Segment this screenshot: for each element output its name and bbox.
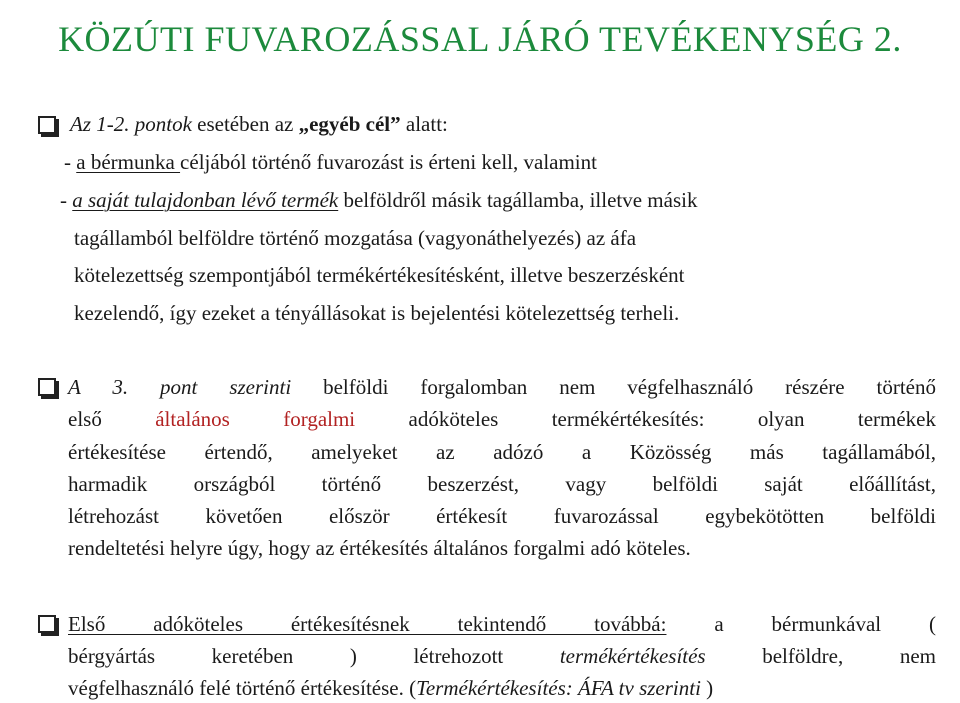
sajat-termek-term: a saját tulajdonban lévő termék: [72, 188, 339, 212]
altalanos-forgalmi-label: általános forgalmi: [155, 407, 356, 431]
slide-title: KÖZÚTI FUVAROZÁSSAL JÁRÓ TEVÉKENYSÉG 2.: [58, 19, 902, 59]
pontok-label: 1-2. pontok: [96, 112, 192, 136]
afa-tv-reference: Termékértékesítés: ÁFA tv szerinti: [416, 676, 701, 700]
az-label: Az: [70, 112, 97, 136]
block3-line1: Első adóköteles értékesítésnek tekintendő továbbá: a bérmunkával (: [68, 612, 936, 636]
block1-line1: Az 1-2. pontok esetében az „egyéb cél” alatt:: [70, 112, 448, 136]
block2-line4: harmadik országból történő beszerzést, vagy belföldi saját előállítást,: [68, 472, 936, 496]
block2-line6: rendeltetési helyre úgy, hogy az értékesítés általános forgalmi adó köteles.: [68, 536, 691, 560]
block1-line4: tagállamból belföldre történő mozgatása (vagyonáthelyezés) az áfa: [74, 226, 637, 250]
elso-adokoteles-heading: Első adóköteles értékesítésnek tekintendő továbbá:: [68, 612, 667, 636]
checkbox-bullet-icon: [38, 378, 56, 396]
block3-line3: végfelhasználó felé történő értékesítése. (Termékértékesítés: ÁFA tv szerinti ): [68, 676, 714, 700]
block2-line5: létrehozást követően először értékesít fuvarozással egybekötötten belföldi: [68, 504, 936, 528]
block2-line2: első általános forgalmi adóköteles termékértékesítés: olyan termékek: [68, 407, 936, 431]
bermunka-term: a bérmunka: [76, 150, 181, 174]
checkbox-bullet-icon: [38, 615, 56, 633]
block1-line6: kezelendő, így ezeket a tényállásokat is bejelentési kötelezettség terheli.: [74, 301, 680, 325]
block1-line2: - a bérmunka céljából történő fuvarozást is érteni kell, valamint: [64, 150, 597, 174]
block1-line5: kötelezettség szempontjából termékértékesítésként, illetve beszerzésként: [74, 263, 685, 287]
block2-line1: A 3. pont szerinti belföldi forgalomban nem végfelhasználó részére történő: [68, 375, 936, 399]
block3-line2: bérgyártás keretében ) létrehozott termékértékesítés belföldre, nem: [68, 644, 936, 668]
block2-line3: értékesítése értendő, amelyeket az adózó a Közösség más tagállamából,: [68, 440, 936, 464]
egyeb-cel-label: „egyéb cél”: [298, 112, 401, 136]
block1-line3: - a saját tulajdonban lévő termék belföldről másik tagállamba, illetve másik: [60, 188, 698, 212]
a3-pont-label: A 3. pont szerinti: [68, 375, 292, 399]
checkbox-bullet-icon: [38, 116, 56, 134]
termekertekesites-term: termékértékesítés: [559, 644, 706, 668]
